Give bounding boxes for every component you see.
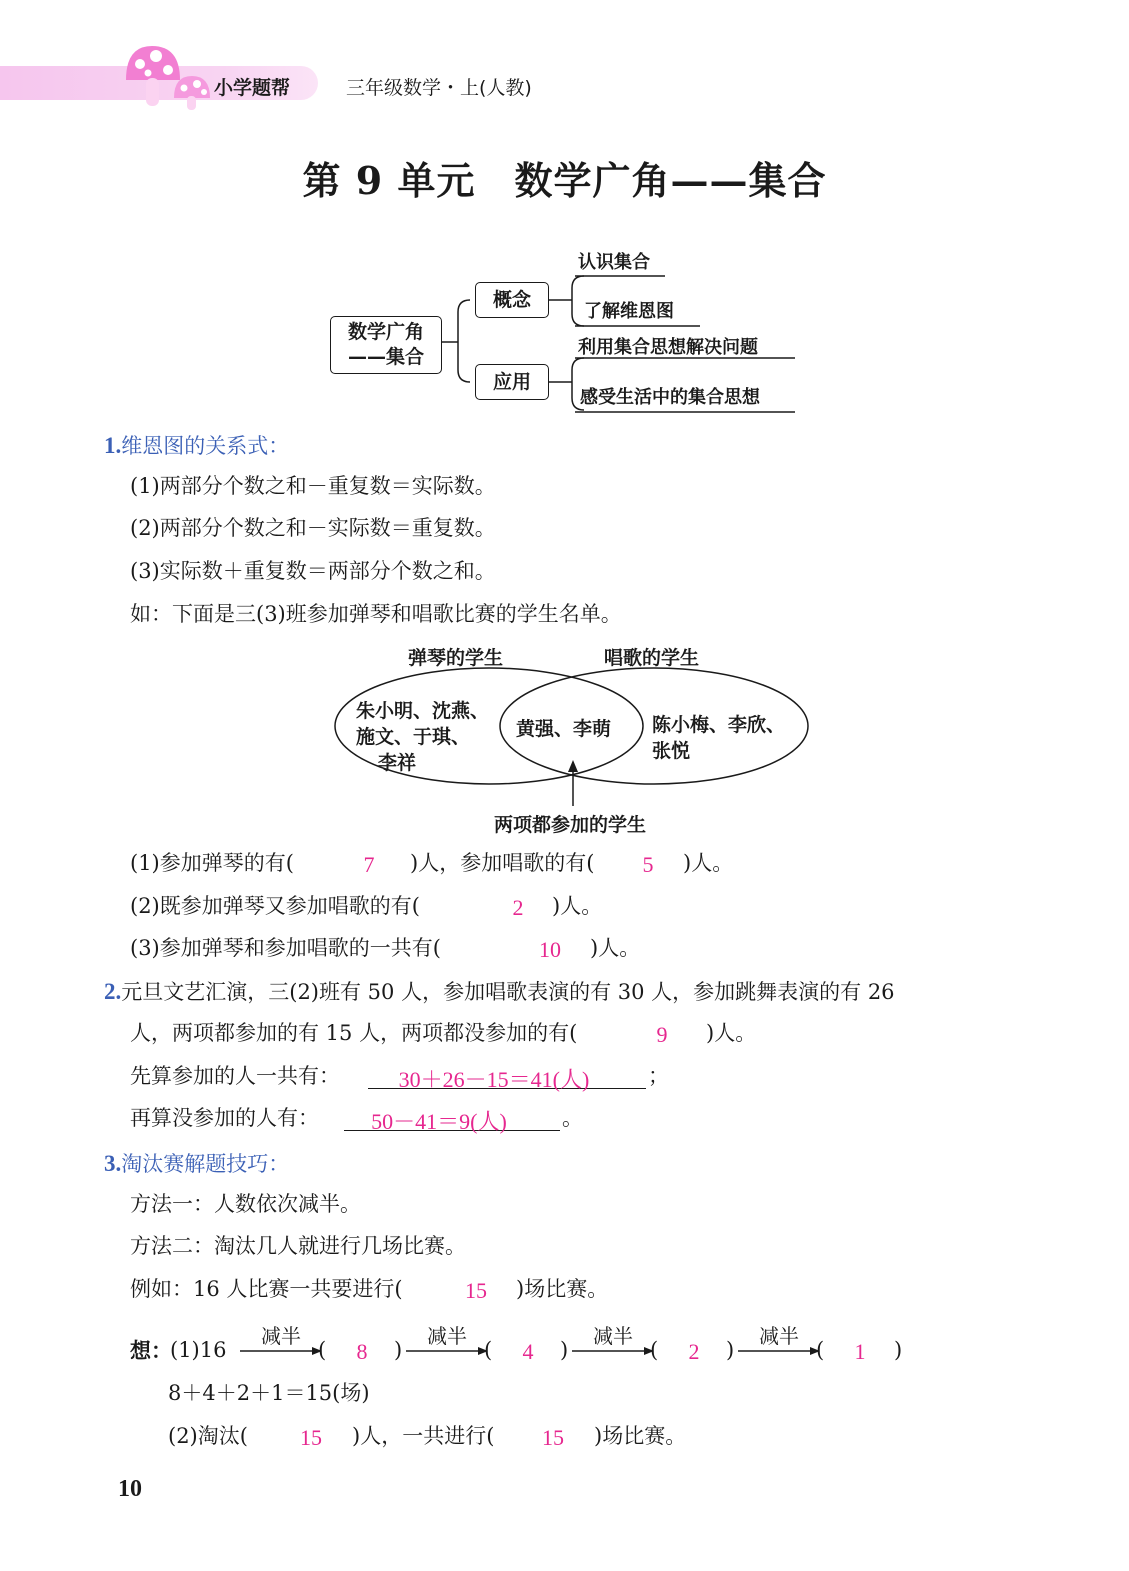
venn-left-names (356, 698, 489, 776)
arrow-right-icon (738, 1346, 820, 1356)
paren-open: ( (484, 1338, 493, 1362)
arrow-label: 减半 (759, 1324, 799, 1348)
rule-line: (1)两部分个数之和－重复数＝实际数。 (130, 474, 496, 498)
answer-blank: 2 (512, 895, 524, 920)
sum-line: 8＋4＋2＋1＝15(场) (168, 1381, 370, 1405)
venn-name-line: 张悦 (652, 740, 691, 762)
mindmap-branch-application: 应用 (475, 364, 549, 400)
arrow-right-icon (240, 1346, 322, 1356)
page-title: 第 9 单元 数学广角——集合 (302, 158, 827, 203)
question-1-part-1: (1)参加弹琴的有( (130, 851, 294, 875)
method-1: 方法一：人数依次减半。 (130, 1192, 361, 1216)
section-2-line-2: 人，两项都参加的有 15 人，两项都没参加的有( (130, 1021, 578, 1045)
mindmap-root-line1: 数学广角 (347, 321, 424, 343)
venn-name-line: 施文、于琪、 (356, 726, 471, 748)
answer-blank: 9 (656, 1022, 668, 1047)
section-2-line-1 (104, 980, 895, 1003)
arrow-label: 减半 (261, 1324, 301, 1348)
paren-open: ( (816, 1338, 825, 1362)
step-2-end: 。 (562, 1106, 583, 1130)
question-3-part-2: )人。 (590, 936, 641, 960)
venn-name-line: 陈小梅、李欣、 (652, 714, 786, 736)
step-2-label: 再算没参加的人有： (130, 1106, 319, 1130)
step-2-answer: 50－41＝9(人) (371, 1109, 507, 1134)
venn-name-line: 朱小明、沈燕、 (356, 700, 490, 722)
mindmap-leaf: 认识集合 (578, 252, 650, 273)
answer-blank: 10 (539, 937, 561, 962)
section-heading-text: 淘汰赛解题技巧： (121, 1152, 290, 1176)
venn-right-names (652, 712, 785, 764)
paren-open: ( (318, 1338, 327, 1362)
paren-close: ) (394, 1338, 403, 1362)
rule-line: (3)实际数＋重复数＝两部分个数之和。 (130, 559, 496, 583)
section-number: 2. (104, 979, 122, 1004)
rule-line: (2)两部分个数之和－实际数＝重复数。 (130, 516, 496, 540)
question-1-part-3: )人。 (683, 851, 734, 875)
answer-blank: 5 (642, 852, 654, 877)
mindmap-leaf: 感受生活中的集合思想 (580, 387, 760, 408)
half-answer: 4 (522, 1339, 534, 1364)
mindmap-root (330, 316, 442, 374)
paren-close: ) (726, 1338, 735, 1362)
example-intro: 如：下面是三(3)班参加弹琴和唱歌比赛的学生名单。 (130, 602, 622, 626)
think-start: (1)16 (170, 1338, 227, 1362)
venn-name-line: 李祥 (378, 752, 417, 774)
mushroom-logo-icon (118, 40, 218, 112)
part-2-a: (2)淘汰( (168, 1424, 248, 1448)
venn-middle-names: 黄强、李萌 (516, 718, 612, 740)
section-heading-text: 维恩图的关系式： (121, 434, 290, 458)
mindmap-branch-concept: 概念 (475, 282, 549, 318)
half-answer: 8 (356, 1339, 368, 1364)
mindmap-leaf: 了解维恩图 (584, 301, 674, 322)
question-2-part-2: )人。 (552, 894, 603, 918)
venn-right-title: 唱歌的学生 (604, 647, 700, 669)
page-number: 10 (118, 1476, 142, 1502)
paren-open: ( (650, 1338, 659, 1362)
book-title: 三年级数学・上(人教) (346, 77, 532, 99)
answer-blank: 7 (363, 852, 375, 877)
paren-close: ) (560, 1338, 569, 1362)
venn-arrow-label: 两项都参加的学生 (494, 814, 647, 836)
question-3-part-1: (3)参加弹琴和参加唱歌的一共有( (130, 936, 441, 960)
arrow-label: 减半 (427, 1324, 467, 1348)
answer-blank: 15 (542, 1425, 564, 1450)
section-2-line-2-end: )人。 (706, 1021, 757, 1045)
mindmap-leaf: 利用集合思想解决问题 (578, 337, 758, 358)
section-number: 3. (104, 1151, 122, 1176)
answer-blank: 15 (465, 1278, 487, 1303)
answer-blank: 15 (300, 1425, 322, 1450)
brand-name: 小学题帮 (214, 77, 291, 99)
section-number: 1. (104, 433, 122, 458)
step-1-end: ； (648, 1064, 669, 1088)
half-answer: 2 (688, 1339, 700, 1364)
venn-left-title: 弹琴的学生 (408, 647, 504, 669)
method-2: 方法二：淘汰几人就进行几场比赛。 (130, 1234, 466, 1258)
arrow-label: 减半 (593, 1324, 633, 1348)
section-1-heading (104, 434, 289, 457)
section-2-text: 元旦文艺汇演，三(2)班有 50 人，参加唱歌表演的有 30 人，参加跳舞表演的有 26 (121, 980, 895, 1004)
section-3-heading (104, 1152, 289, 1175)
arrow-up-icon (568, 760, 578, 772)
question-1-part-2: )人，参加唱歌的有( (410, 851, 595, 875)
example-question-end: )场比赛。 (516, 1277, 609, 1301)
mindmap-root-line2: ——集合 (347, 346, 424, 368)
part-2-b: )人，一共进行( (352, 1424, 495, 1448)
example-question: 例如：16 人比赛一共要进行( (130, 1277, 403, 1301)
step-1-answer: 30＋26－15＝41(人) (398, 1067, 590, 1092)
question-2-part-1: (2)既参加弹琴又参加唱歌的有( (130, 894, 420, 918)
arrow-right-icon (572, 1346, 654, 1356)
paren-close: ) (894, 1338, 903, 1362)
arrow-right-icon (406, 1346, 488, 1356)
half-answer: 1 (854, 1339, 866, 1364)
think-label: 想： (130, 1338, 172, 1363)
step-1-label: 先算参加的人一共有： (130, 1064, 340, 1088)
part-2-c: )场比赛。 (594, 1424, 687, 1448)
